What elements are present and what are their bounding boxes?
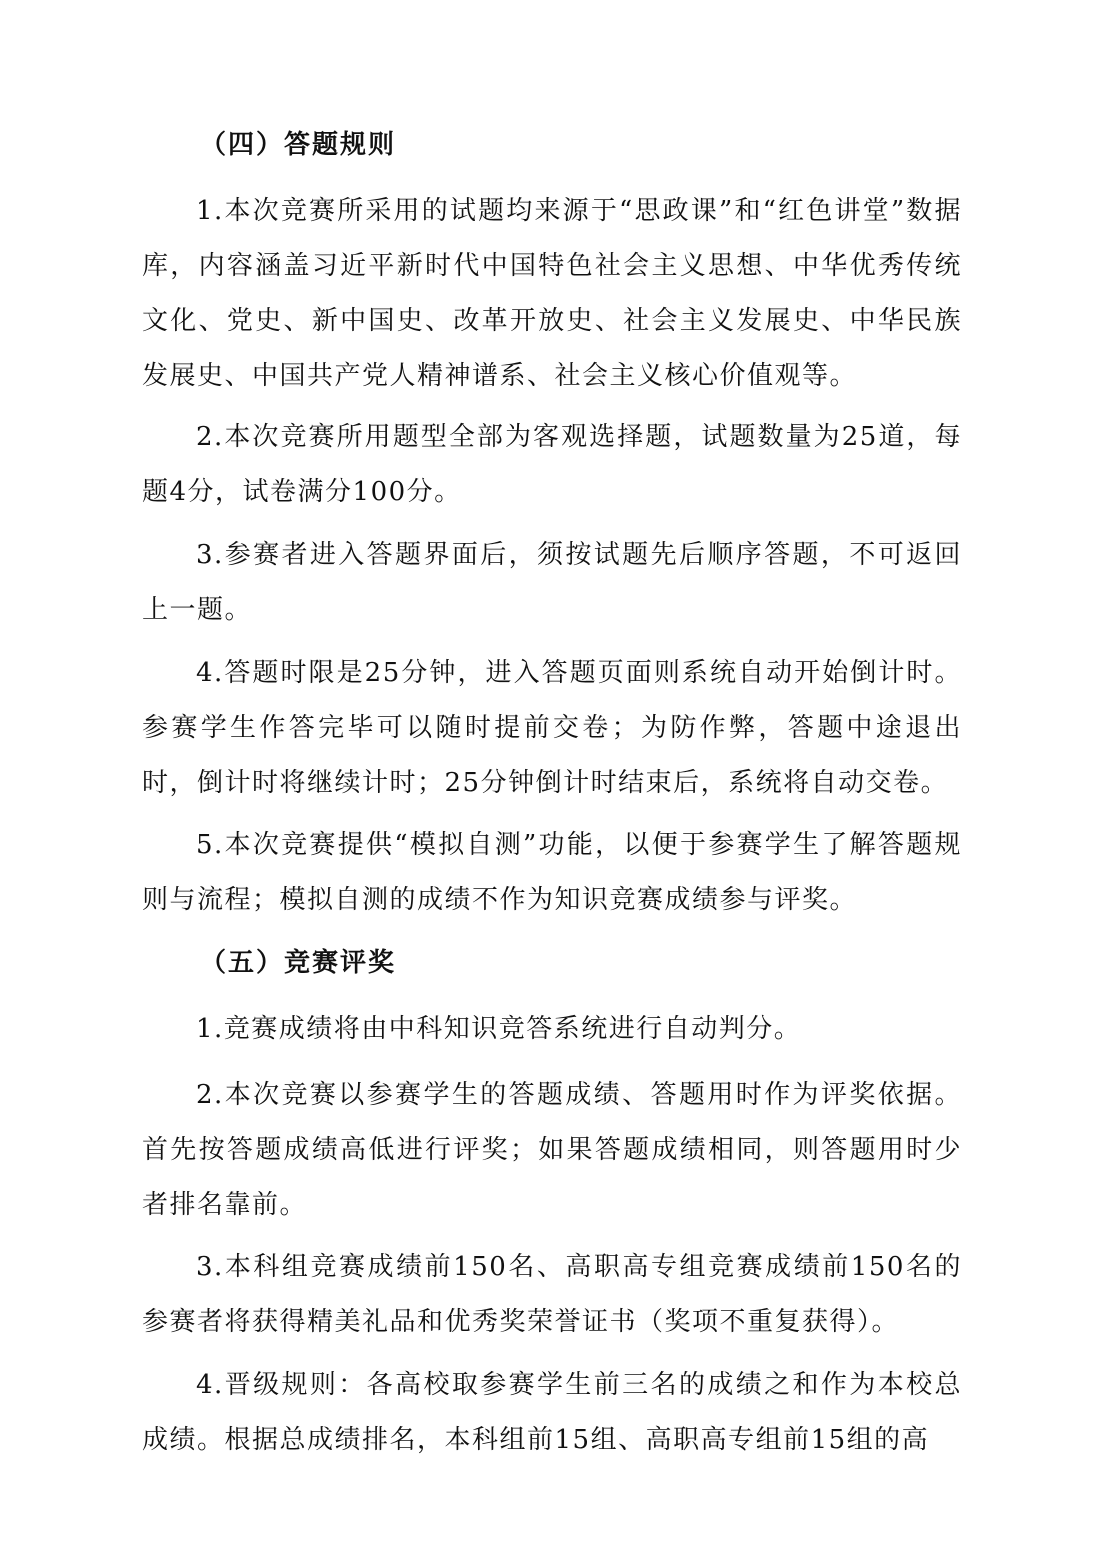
award-item-3: 3.本科组竞赛成绩前150名、高职高专组竞赛成绩前150名的参赛者将获得精美礼品和优秀奖荣誉证书（奖项不重复获得）。 (142, 1252, 962, 1337)
rule-item-1: 1.本次竞赛所采用的试题均来源于“思政课”和“红色讲堂”数据库，内容涵盖习近平新时代中国特色社会主义思想、中华优秀传统文化、党史、新中国史、改革开放史、社会主义发展史、中华民族发展史、中国共产党人精神谱系、社会主义核心价值观等。 (142, 196, 962, 391)
award-item-4: 4.晋级规则：各高校取参赛学生前三名的成绩之和作为本校总成绩。根据总成绩排名，本科组前15组、高职高专组前15组的高 (142, 1370, 962, 1455)
rule-item-2: 2.本次竞赛所用题型全部为客观选择题，试题数量为25道，每题4分，试卷满分100分。 (142, 422, 962, 507)
award-item-2: 2.本次竞赛以参赛学生的答题成绩、答题用时作为评奖依据。首先按答题成绩高低进行评奖；如果答题成绩相同，则答题用时少者排名靠前。 (142, 1080, 962, 1220)
section-heading-answer-rules: （四）答题规则 (200, 130, 397, 160)
award-item-1: 1.竞赛成绩将由中科知识竞答系统进行自动判分。 (196, 1014, 802, 1044)
rule-item-4: 4.答题时限是25分钟，进入答题页面则系统自动开始倒计时。参赛学生作答完毕可以随时提前交卷；为防作弊，答题中途退出时，倒计时将继续计时；25分钟倒计时结束后，系统将自动交卷。 (142, 658, 962, 798)
section-heading-awards: （五）竞赛评奖 (200, 948, 397, 978)
rule-item-3: 3.参赛者进入答题界面后，须按试题先后顺序答题，不可返回上一题。 (142, 540, 962, 625)
rule-item-5: 5.本次竞赛提供“模拟自测”功能，以便于参赛学生了解答题规则与流程；模拟自测的成绩不作为知识竞赛成绩参与评奖。 (142, 830, 962, 915)
